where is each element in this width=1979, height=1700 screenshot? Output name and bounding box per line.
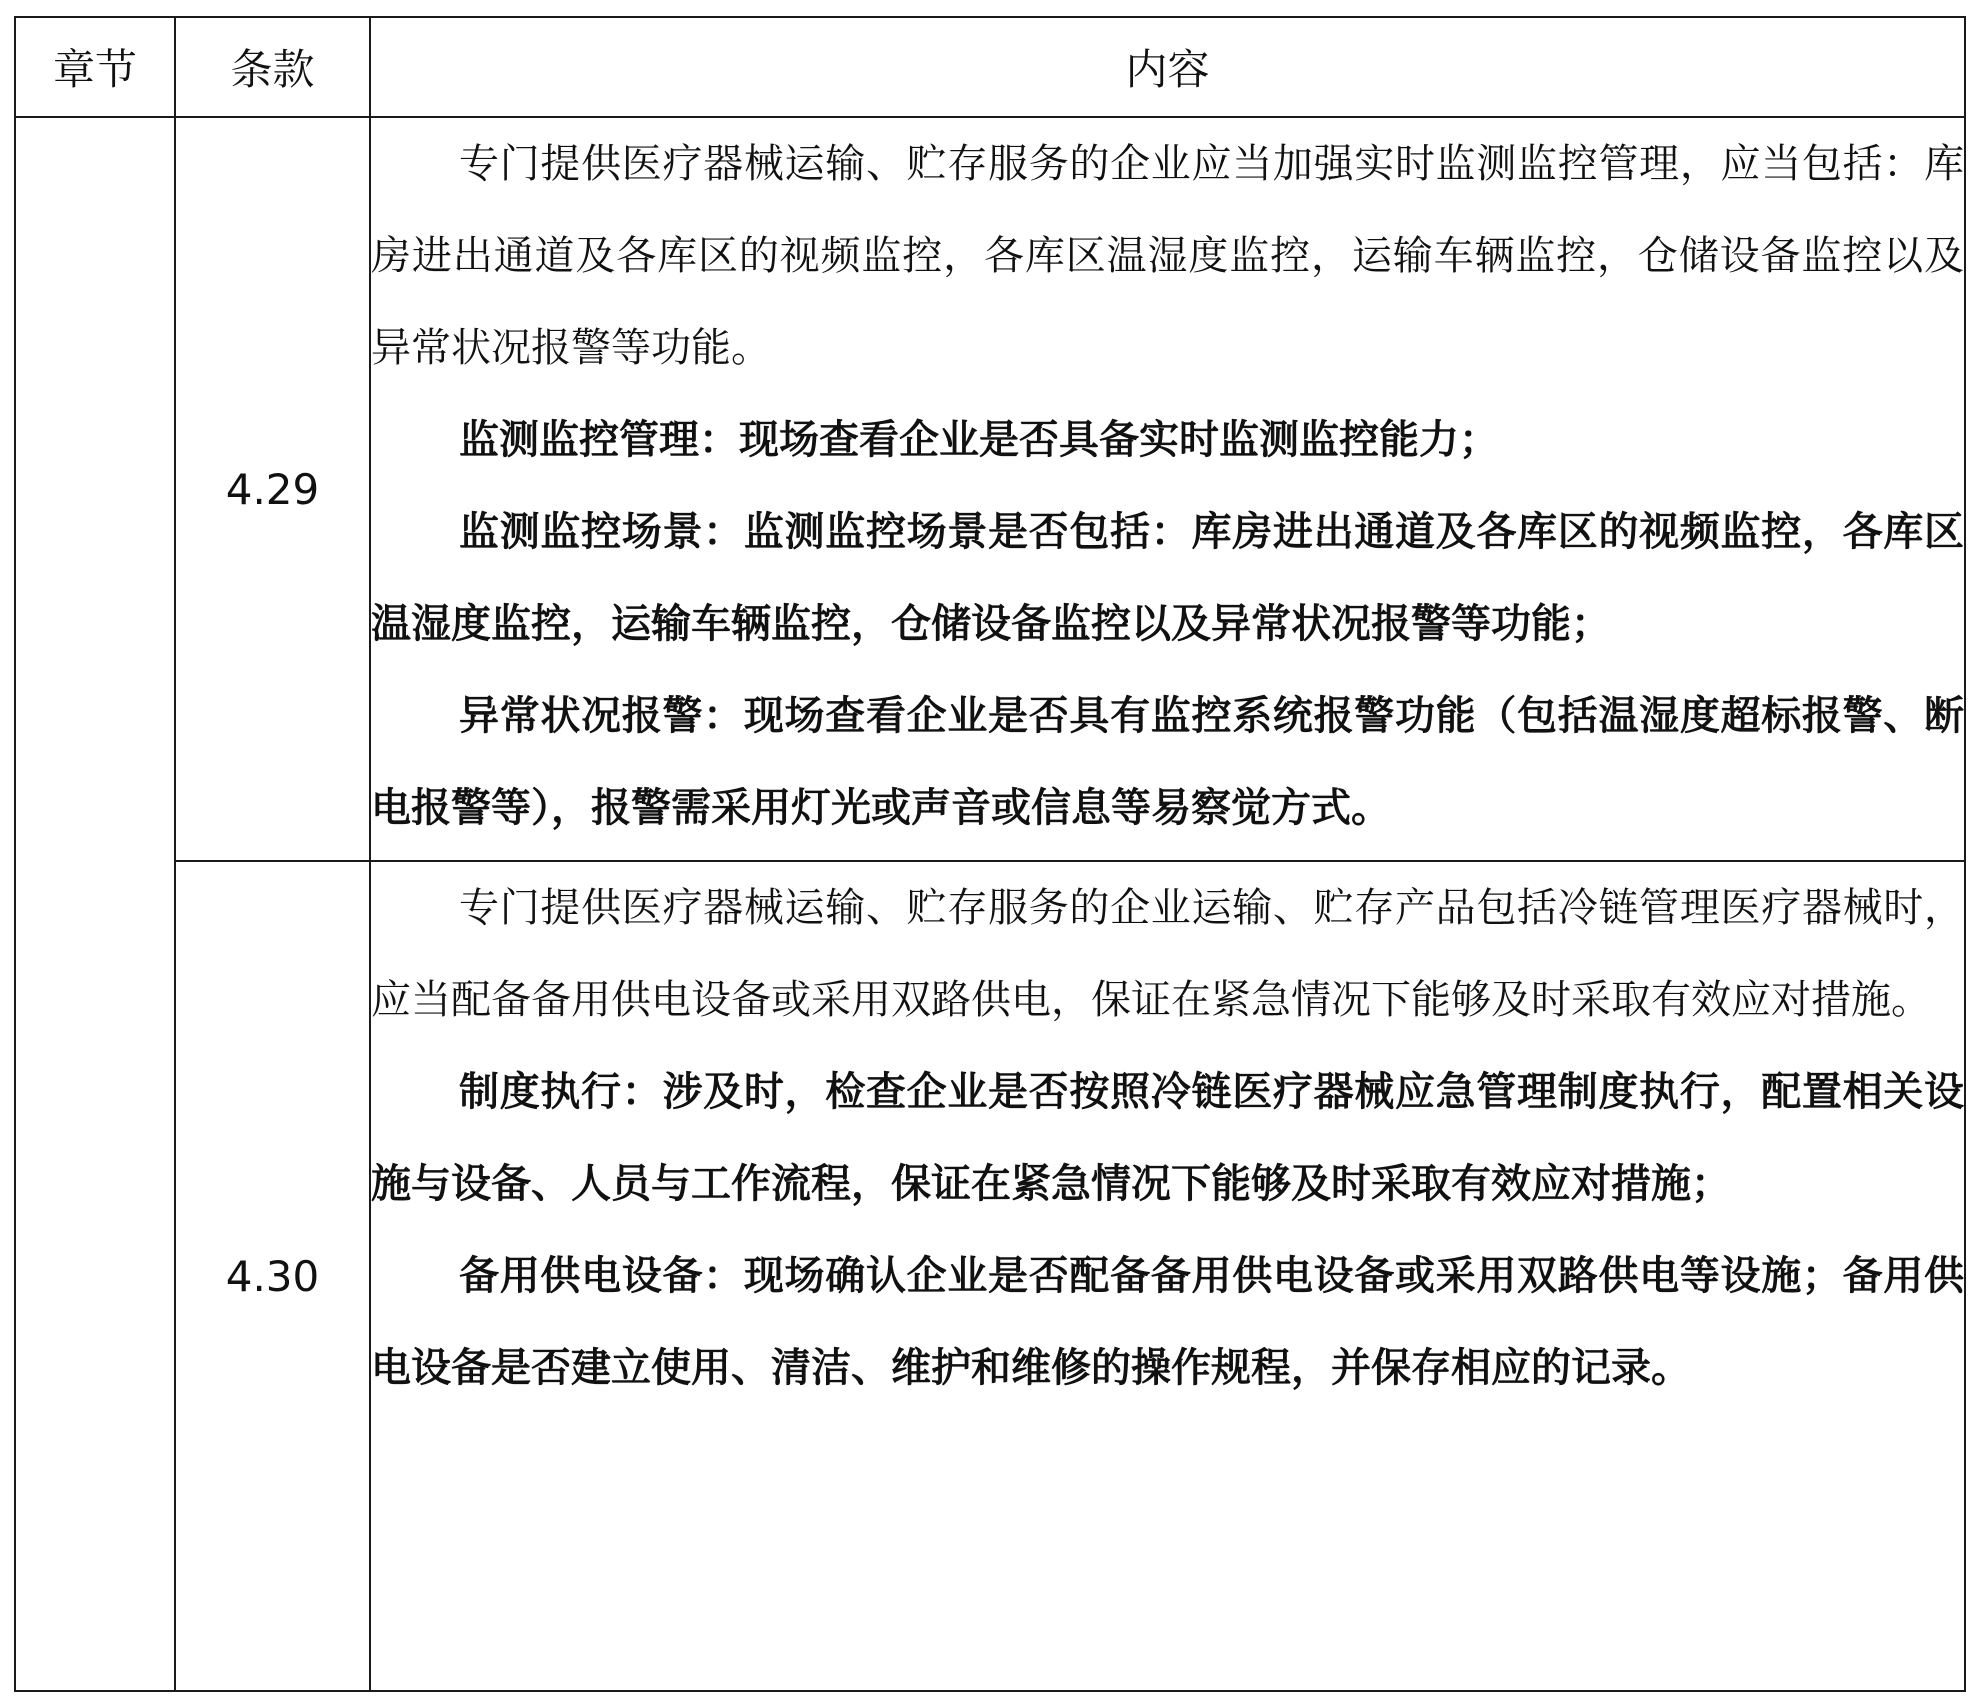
inspection-point: 异常状况报警：现场查看企业是否具有监控系统报警功能（包括温湿度超标报警、断电报警等），报警需采用灯光或声音或信息等易察觉方式。 (371, 693, 1964, 831)
clause-number: 4.30 (175, 861, 370, 1691)
header-chapter: 章节 (15, 17, 175, 117)
chapter-cell (15, 117, 175, 1691)
header-content: 内容 (370, 17, 1965, 117)
inspection-point: 制度执行：涉及时，检查企业是否按照冷链医疗器械应急管理制度执行，配置相关设施与设备、人员与工作流程，保证在紧急情况下能够及时采取有效应对措施； (371, 1069, 1964, 1207)
requirement-paragraph: 专门提供医疗器械运输、贮存服务的企业运输、贮存产品包括冷链管理医疗器械时，应当配备备用供电设备或采用双路供电，保证在紧急情况下能够及时采取有效应对措施。 (371, 885, 1964, 1023)
table-row (15, 861, 1965, 1691)
header-clause: 条款 (175, 17, 370, 117)
inspection-point: 监测监控管理：现场查看企业是否具备实时监测监控能力； (459, 417, 1499, 463)
inspection-point: 备用供电设备：现场确认企业是否配备备用供电设备或采用双路供电等设施；备用供电设备是否建立使用、清洁、维护和维修的操作规程，并保存相应的记录。 (371, 1253, 1964, 1391)
inspection-point: 监测监控场景：监测监控场景是否包括：库房进出通道及各库区的视频监控，各库区温湿度监控，运输车辆监控，仓储设备监控以及异常状况报警等功能； (371, 509, 1964, 647)
regulation-table (14, 16, 1966, 1692)
requirement-paragraph: 专门提供医疗器械运输、贮存服务的企业应当加强实时监测监控管理，应当包括：库房进出通道及各库区的视频监控，各库区温湿度监控，运输车辆监控，仓储设备监控以及异常状况报警等功能。 (371, 141, 1964, 371)
header-row (15, 17, 1965, 117)
table-row (15, 117, 1965, 861)
content-cell (370, 117, 1965, 861)
content-cell (370, 861, 1965, 1691)
clause-number: 4.29 (175, 117, 370, 861)
